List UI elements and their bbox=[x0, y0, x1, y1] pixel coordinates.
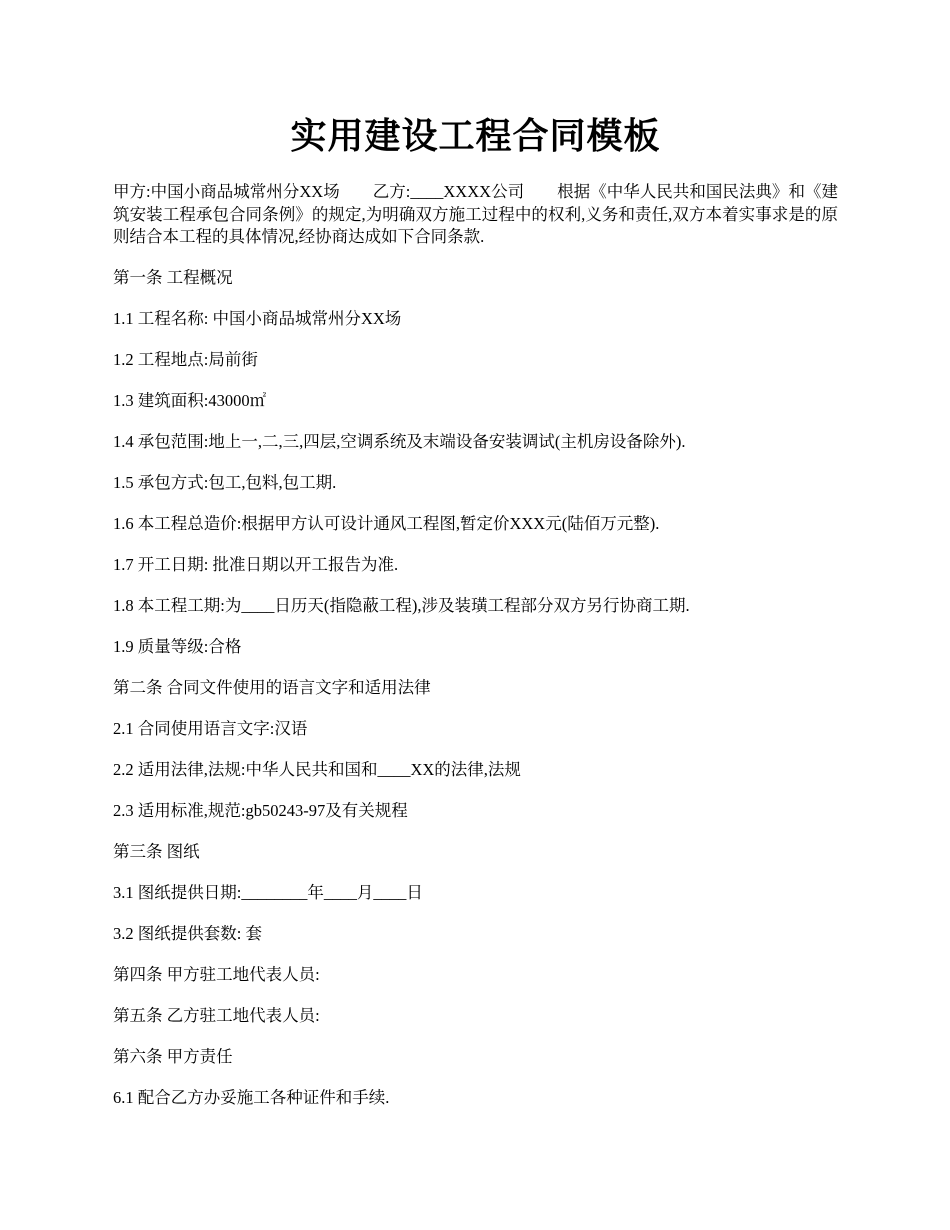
clause-line: 1.3 建筑面积:43000㎡ bbox=[113, 391, 267, 410]
clause-line: 1.6 本工程总造价:根据甲方认可设计通风工程图,暂定价XXX元(陆佰万元整). bbox=[113, 514, 660, 533]
clause-line: 1.1 工程名称: 中国小商品城常州分XX场 bbox=[113, 309, 402, 328]
clause-line: 1.2 工程地点:局前街 bbox=[113, 350, 258, 369]
clause-line: 2.3 适用标准,规范:gb50243-97及有关规程 bbox=[113, 801, 408, 820]
clause-line: 1.8 本工程工期:为____日历天(指隐蔽工程),涉及装璜工程部分双方另行协商工期. bbox=[113, 596, 690, 615]
section-heading: 第二条 合同文件使用的语言文字和适用法律 bbox=[113, 678, 431, 697]
section-heading: 第六条 甲方责任 bbox=[113, 1047, 233, 1066]
section-heading: 第一条 工程概况 bbox=[113, 268, 233, 287]
clause-line: 1.9 质量等级:合格 bbox=[113, 637, 242, 656]
clause-line: 2.2 适用法律,法规:中华人民共和国和____XX的法律,法规 bbox=[113, 760, 521, 779]
section-heading: 第三条 图纸 bbox=[113, 842, 200, 861]
clause-line: 1.5 承包方式:包工,包料,包工期. bbox=[113, 473, 337, 492]
clause-line: 6.1 配合乙方办妥施工各种证件和手续. bbox=[113, 1088, 390, 1107]
document-title: 实用建设工程合同模板 bbox=[290, 116, 661, 156]
clause-line: 3.1 图纸提供日期:________年____月____日 bbox=[113, 883, 423, 902]
clause-line: 3.2 图纸提供套数: 套 bbox=[113, 924, 262, 943]
section-heading: 第四条 甲方驻工地代表人员: bbox=[113, 965, 320, 984]
clause-line: 1.7 开工日期: 批准日期以开工报告为准. bbox=[113, 555, 399, 574]
clause-line: 2.1 合同使用语言文字:汉语 bbox=[113, 719, 308, 738]
clause-line: 1.4 承包范围:地上一,二,三,四层,空调系统及末端设备安装调试(主机房设备除外). bbox=[113, 432, 686, 451]
section-heading: 第五条 乙方驻工地代表人员: bbox=[113, 1006, 320, 1025]
intro-paragraph: 甲方:中国小商品城常州分XX场 乙方:____XXXX公司 根据《中华人民共和国民法典》和《建筑安装工程承包合同条例》的规定,为明确双方施工过程中的权利,义务和责任,双方本着实事求是的原则结合本工程的具体情况,经协商达成如下合同条款. bbox=[113, 182, 839, 246]
